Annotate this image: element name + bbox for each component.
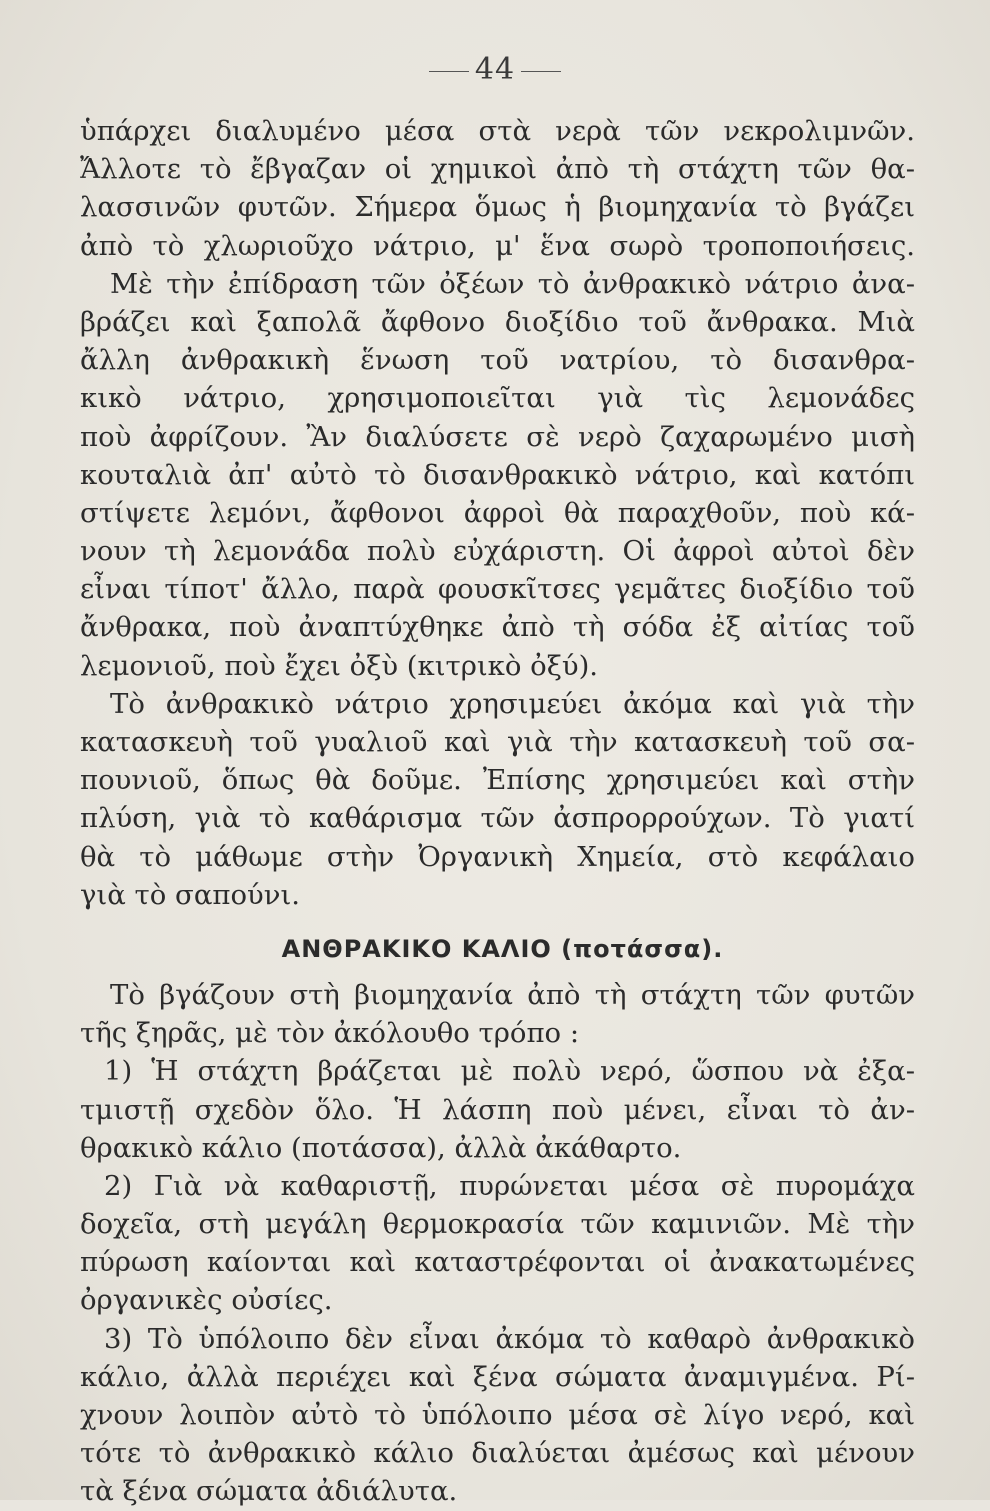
text-line: ἄλλη ἀνθρακικὴ ἕνωση τοῦ νατρίου, τὸ δισανθρα-: [80, 344, 915, 377]
text-line: τὰ ξένα σώματα ἀδιάλυτα.: [80, 1475, 458, 1508]
page-number-value: 44: [474, 52, 516, 87]
text-line: Τὸ ἀνθρακικὸ νάτριο χρησιμεύει ἀκόμα καὶ γιὰ τὴν: [110, 687, 915, 720]
text-line: εἶναι τίποτ' ἄλλο, παρὰ φουσκῖτσες γεμᾶτες διοξίδιο τοῦ: [80, 573, 915, 606]
body-text: [80, 112, 915, 1511]
text-line: θρακικὸ κάλιο (ποτάσσα), ἀλλὰ ἀκάθαρτο.: [80, 1131, 682, 1164]
text-line: πλύση, γιὰ τὸ καθάρισμα τῶν ἀσπρορρούχων. Τὸ γιατί: [80, 802, 915, 835]
list-item-line: 1) Ἡ στάχτη βράζεται μὲ πολὺ νερό, ὥσπου νὰ ἐξα-: [104, 1055, 915, 1088]
list-item-line: 3) Τὸ ὑπόλοιπο δὲν εἶναι ἀκόμα τὸ καθαρὸ ἀνθρακικὸ: [104, 1322, 915, 1355]
text-line: θὰ τὸ μάθωμε στὴν Ὀργανικὴ Χημεία, στὸ κεφάλαιο: [80, 840, 915, 873]
list-item-line: 2) Γιὰ νὰ καθαριστῇ, πυρώνεται μέσα σὲ πυρομάχα: [104, 1169, 915, 1202]
text-line: Μὲ τὴν ἐπίδραση τῶν ὀξέων τὸ ἀνθρακικὸ νάτριο ἀνα-: [110, 267, 915, 300]
text-line: λεμονιοῦ, ποὺ ἔχει ὀξὺ (κιτρικὸ ὀξύ).: [80, 649, 599, 682]
text-line: τῆς ξηρᾶς, μὲ τὸν ἀκόλουθο τρόπο :: [80, 1017, 580, 1050]
text-line: κουταλιὰ ἀπ' αὐτὸ τὸ δισανθρακικὸ νάτριο, καὶ κατόπι: [80, 458, 915, 491]
text-line: πουνιοῦ, ὅπως θὰ δοῦμε. Ἐπίσης χρησιμεύει καὶ στὴν: [80, 764, 915, 797]
text-line: ὀργανικὲς οὐσίες.: [80, 1284, 333, 1317]
text-line: ἄνθρακα, ποὺ ἀναπτύχθηκε ἀπὸ τὴ σόδα ἐξ αἰτίας τοῦ: [80, 611, 915, 644]
text-line: πύρωση καίονται καὶ καταστρέφονται οἱ ἀνακατωμένες: [80, 1246, 915, 1279]
text-line: στίψετε λεμόνι, ἄφθονοι ἀφροὶ θὰ παραχθοῦν, ποὺ κά-: [80, 496, 915, 529]
right-dash: [521, 71, 561, 72]
section-heading: ΑΝΘΡΑΚΙΚΟ ΚΑΛΙΟ (ποτάσσα).: [281, 934, 724, 963]
text-line: χνουν λοιπὸν αὐτὸ τὸ ὑπόλοιπο μέσα σὲ λίγο νερό, καὶ: [80, 1399, 915, 1431]
text-line: γιὰ τὸ σαπούνι.: [80, 878, 300, 911]
text-line: ὑπάρχει διαλυμένο μέσα στὰ νερὰ τῶν νεκρολιμνῶν.: [80, 115, 915, 147]
text-line: κάλιο, ἀλλὰ περιέχει καὶ ξένα σώματα ἀναμιγμένα. Ρί-: [80, 1360, 915, 1393]
text-line: ἀπὸ τὸ χλωριοῦχο νάτριο, μ' ἕνα σωρὸ τροποποιήσεις.: [80, 229, 915, 262]
text-line: νουν τὴ λεμονάδα πολὺ εὐχάριστη. Οἱ ἀφροὶ αὐτοὶ δὲν: [80, 535, 915, 568]
text-line: τότε τὸ ἀνθρακικὸ κάλιο διαλύεται ἀμέσως καὶ μένουν: [80, 1437, 915, 1470]
text-line: βράζει καὶ ξαπολᾶ ἄφθονο διοξίδιο τοῦ ἄνθρακα. Μιὰ: [80, 305, 915, 338]
text-line: τμιστῇ σχεδὸν ὅλο. Ἡ λάσπη ποὺ μένει, εἶναι τὸ ἀν-: [80, 1093, 915, 1126]
text-line: Ἄλλοτε τὸ ἔβγαζαν οἱ χημικοὶ ἀπὸ τὴ στάχτη τῶν θα-: [80, 153, 915, 186]
text-line: κατασκευὴ τοῦ γυαλιοῦ καὶ γιὰ τὴν κατασκευὴ τοῦ σα-: [80, 726, 915, 758]
text-line: λασσινῶν φυτῶν. Σήμερα ὅμως ἡ βιομηχανία τὸ βγάζει: [80, 191, 915, 224]
left-dash: [429, 71, 469, 72]
page-number: [0, 52, 990, 87]
text-line: Τὸ βγάζουν στὴ βιομηχανία ἀπὸ τὴ στάχτη τῶν φυτῶν: [110, 978, 915, 1011]
text-line: κικὸ νάτριο, χρησιμοποιεῖται γιὰ τὶς λεμονάδες: [80, 382, 915, 415]
text-line: ποὺ ἀφρίζουν. Ἂν διαλύσετε σὲ νερὸ ζαχαρωμένο μισὴ: [80, 420, 915, 453]
text-line: δοχεῖα, στὴ μεγάλη θερμοκρασία τῶν καμινιῶν. Μὲ τὴν: [80, 1208, 915, 1241]
